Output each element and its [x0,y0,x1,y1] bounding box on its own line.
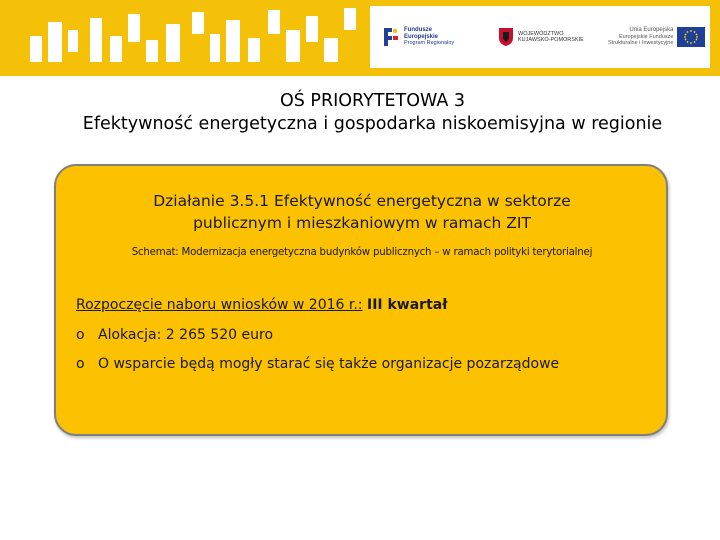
logo-text: Fundusze [404,27,432,34]
decor-square [248,38,260,62]
title-line-1: OŚ PRIORYTETOWA 3 [279,91,466,111]
recruitment-label: Rozpoczęcie naboru wniosków w 2016 r.: [76,297,363,313]
logo-text: Strukturalne i Inwestycyjne [608,40,674,47]
fundusze-europejskie-logo [380,6,454,68]
decor-square [68,30,78,52]
eu-flag-icon [677,27,705,47]
bullet-item [76,356,559,372]
decor-square [324,38,338,62]
decor-square [306,16,318,42]
logo-text: Program Regionalny [404,40,455,47]
decor-square [226,20,240,62]
decor-square [110,36,122,62]
decor-square [286,30,300,62]
bullet-circle-icon: o [76,327,85,343]
scheme-text: Schemat: Modernizacja energetyczna budynków publicznych – w ramach polityki terytorialnej [131,247,593,258]
bullet-item [76,327,273,343]
unia-europejska-logo [608,6,705,68]
decor-square [90,18,102,62]
logo-text: Unia Europejska [629,27,674,34]
logo-text: Europejskie Fundusze [619,33,674,40]
decor-square [344,8,356,30]
bullet-text: Alokacja: 2 265 520 euro [98,327,274,343]
wojewodztwo-logo [498,6,584,68]
fundusze-europejskie-emblem-icon [380,24,400,50]
decor-square [166,24,180,62]
decor-square [146,40,158,62]
logo-text: WOJEWÓDZTWO [518,30,564,37]
decor-square [30,36,42,62]
logos-strip [370,6,710,68]
panel-heading-line-1: Działanie 3.5.1 Efektywność energetyczna w sektorze [153,192,571,210]
panel-heading [60,190,664,234]
decor-square [268,10,280,34]
title-line-2: Efektywność energetyczna i gospodarka niskoemisyjna w regionie [82,114,663,134]
decor-square [128,14,140,42]
decor-square [210,34,220,62]
recruitment-value: III kwartał [366,297,448,313]
decor-square [192,12,204,34]
logo-text: KUJAWSKO-POMORSKIE [518,37,584,43]
panel-heading-line-2: publicznym i mieszkaniowym w ramach ZIT [193,214,531,232]
slide-title [0,90,720,136]
decor-square [48,22,62,62]
coat-of-arms-icon [498,27,514,47]
logo-text: Europejskie [404,33,439,40]
bullet-text: O wsparcie będą mogły starać się także organizacje pozarządowe [98,356,560,372]
recruitment-line [76,297,447,313]
bullet-circle-icon: o [76,356,85,372]
